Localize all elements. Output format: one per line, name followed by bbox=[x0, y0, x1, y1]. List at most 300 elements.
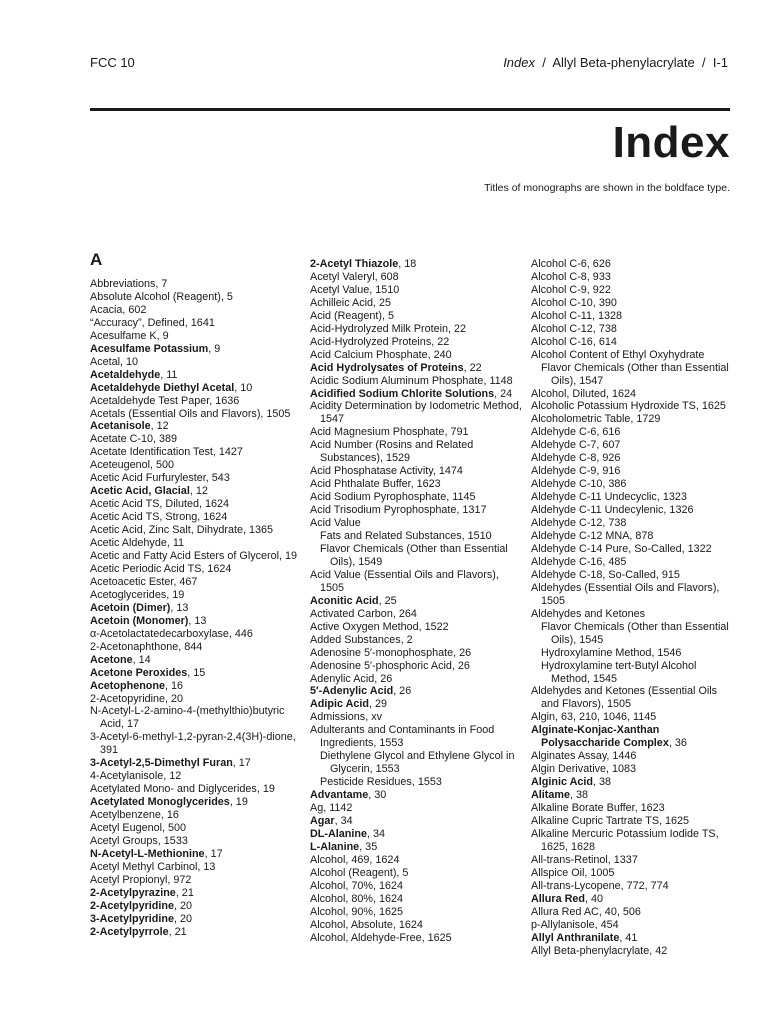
index-entry bbox=[531, 478, 731, 491]
index-entry bbox=[531, 919, 731, 932]
entry-text: Acidity Determination by Iodometric Method, 1547 bbox=[310, 400, 522, 426]
index-entry bbox=[90, 511, 302, 524]
entry-text: Algin Derivative, 1083 bbox=[531, 763, 637, 776]
index-entry bbox=[90, 382, 302, 395]
index-entry bbox=[90, 848, 302, 861]
index-entry bbox=[310, 491, 524, 504]
entry-text: Diethylene Glycol and Ethylene Glycol in Glycerin, 1553 bbox=[320, 750, 515, 776]
index-entry bbox=[310, 685, 524, 698]
running-header-left: FCC 10 bbox=[90, 55, 135, 70]
index-entry bbox=[531, 893, 731, 906]
entry-text: Acetyl Methyl Carbinol, 13 bbox=[90, 860, 216, 873]
index-entry bbox=[90, 654, 302, 667]
index-entry bbox=[310, 284, 524, 297]
entry-text: , 35 bbox=[359, 840, 378, 853]
index-entry bbox=[90, 485, 302, 498]
entry-text: Ingredients, 1553 bbox=[320, 737, 404, 750]
entry-text: Acid (Reagent), 5 bbox=[310, 309, 395, 322]
entry-text: Alcohol, Aldehyde-Free, 1625 bbox=[310, 931, 452, 944]
monograph-title: Allura Red bbox=[531, 892, 585, 905]
entry-text: Acetoacetic Ester, 467 bbox=[90, 575, 198, 588]
entry-text: Alcohol, 80%, 1624 bbox=[310, 892, 404, 905]
entry-text: , 18 bbox=[398, 258, 417, 270]
entry-text: Acetyl Propionyl, 972 bbox=[90, 873, 192, 886]
index-entry bbox=[310, 711, 524, 724]
page-subtitle: Titles of monographs are shown in the boldface type. bbox=[484, 182, 730, 194]
index-entry bbox=[531, 906, 731, 919]
entry-text: , 26 bbox=[393, 685, 412, 698]
entry-text: Aldehyde C-8, 926 bbox=[531, 452, 621, 465]
index-entry bbox=[90, 615, 302, 628]
index-entry bbox=[90, 874, 302, 887]
index-entry bbox=[531, 452, 731, 465]
index-entry bbox=[90, 433, 302, 446]
index-entry bbox=[531, 388, 731, 401]
index-entry bbox=[531, 582, 731, 608]
entry-text: , 34 bbox=[366, 827, 385, 840]
index-entry bbox=[310, 867, 524, 880]
entry-text: Acetal, 10 bbox=[90, 355, 139, 368]
entry-text: N-Acetyl-L-2-amino-4-(methylthio)butyric Acid, 17 bbox=[90, 705, 285, 731]
running-header-right bbox=[503, 55, 728, 70]
entry-text: p-Allylanisole, 454 bbox=[531, 918, 619, 931]
entry-text: , 17 bbox=[204, 847, 223, 860]
entry-text: , 21 bbox=[175, 886, 194, 899]
index-entry bbox=[310, 737, 524, 750]
monograph-title: 2-Acetylpyridine bbox=[90, 899, 175, 912]
header-separator: / bbox=[542, 55, 546, 70]
entry-text: “Accuracy”, Defined, 1641 bbox=[90, 316, 215, 329]
entry-text: 4-Acetylanisole, 12 bbox=[90, 770, 182, 783]
monograph-title: 3-Acetyl-2,5-Dimethyl Furan bbox=[90, 757, 233, 770]
monograph-title: Aconitic Acid bbox=[310, 594, 379, 607]
entry-text: Alcohol Content of Ethyl Oxyhydrate bbox=[531, 348, 705, 361]
index-entry bbox=[90, 705, 302, 731]
entry-text: Acid Calcium Phosphate, 240 bbox=[310, 348, 452, 361]
entry-text: Fats and Related Substances, 1510 bbox=[320, 530, 492, 543]
entry-text: Acacia, 602 bbox=[90, 303, 147, 316]
index-entry bbox=[90, 680, 302, 693]
index-entry bbox=[310, 297, 524, 310]
index-entry bbox=[310, 906, 524, 919]
index-entry bbox=[310, 660, 524, 673]
entry-text: Absolute Alcohol (Reagent), 5 bbox=[90, 290, 233, 303]
entry-text: Alkaline Cupric Tartrate TS, 1625 bbox=[531, 814, 690, 827]
entry-text: Aldehyde C-7, 607 bbox=[531, 439, 621, 452]
index-entry bbox=[90, 835, 302, 848]
monograph-title: 2-Acetyl Thiazole bbox=[310, 258, 399, 270]
index-entry bbox=[310, 336, 524, 349]
entry-text: , 12 bbox=[189, 485, 208, 498]
entry-text: , 34 bbox=[334, 814, 353, 827]
header-section: Index bbox=[503, 55, 535, 70]
index-entry bbox=[531, 776, 731, 789]
index-entry bbox=[531, 517, 731, 530]
index-entry bbox=[90, 330, 302, 343]
index-entry bbox=[90, 731, 302, 757]
index-entry bbox=[90, 395, 302, 408]
monograph-title: Acetaldehyde Diethyl Acetal bbox=[90, 381, 235, 394]
index-entry bbox=[90, 550, 302, 563]
index-entry bbox=[310, 543, 524, 569]
entry-text: Ag, 1142 bbox=[310, 802, 353, 815]
entry-text: Acid-Hydrolyzed Proteins, 22 bbox=[310, 335, 450, 348]
index-entry bbox=[310, 310, 524, 323]
index-entry bbox=[90, 822, 302, 835]
entry-text: , 36 bbox=[668, 737, 687, 750]
entry-text: Acid Phosphatase Activity, 1474 bbox=[310, 465, 463, 478]
index-entry bbox=[531, 362, 731, 388]
entry-text: , 25 bbox=[378, 594, 397, 607]
entry-text: Pesticide Residues, 1553 bbox=[320, 776, 442, 789]
entry-text: Alcohol C-8, 933 bbox=[531, 270, 611, 283]
monograph-title: Acetophenone bbox=[90, 679, 165, 692]
entry-text: Acetylbenzene, 16 bbox=[90, 809, 179, 822]
header-separator-2: / bbox=[701, 55, 706, 70]
entry-text: Aldehyde C-11 Undecylenic, 1326 bbox=[531, 504, 694, 517]
index-entry bbox=[90, 472, 302, 485]
entry-text: Alcohol C-6, 626 bbox=[531, 258, 611, 270]
header-rule bbox=[90, 108, 730, 111]
entry-text: , 14 bbox=[132, 653, 151, 666]
index-entry bbox=[310, 426, 524, 439]
index-entry bbox=[310, 854, 524, 867]
entry-text: Alcohol, 70%, 1624 bbox=[310, 879, 404, 892]
index-entry bbox=[531, 815, 731, 828]
entry-text: Aldehydes and Ketones (Essential Oils and Flavors), 1505 bbox=[531, 685, 718, 711]
index-entry bbox=[90, 498, 302, 511]
entry-text: Acid Value (Essential Oils and Flavors), 1505 bbox=[310, 568, 499, 594]
index-entry bbox=[310, 504, 524, 517]
entry-text: Aceteugenol, 500 bbox=[90, 459, 175, 472]
entry-text: , 16 bbox=[164, 679, 183, 692]
entry-text: , 40 bbox=[585, 892, 604, 905]
entry-text: Acetate C-10, 389 bbox=[90, 433, 178, 446]
index-entry bbox=[90, 537, 302, 550]
entry-text: , 21 bbox=[168, 925, 187, 938]
index-entry bbox=[310, 388, 524, 401]
monograph-title: N-Acetyl-L-Methionine bbox=[90, 847, 205, 860]
index-entry bbox=[90, 667, 302, 680]
index-entry bbox=[90, 524, 302, 537]
entry-text: Aldehyde C-11 Undecyclic, 1323 bbox=[531, 491, 687, 504]
index-entry bbox=[310, 802, 524, 815]
index-entry bbox=[531, 789, 731, 802]
index-entry bbox=[531, 724, 731, 750]
monograph-title: Adipic Acid bbox=[310, 698, 369, 711]
entry-text: Acetic Acid TS, Strong, 1624 bbox=[90, 511, 228, 524]
index-entry bbox=[310, 478, 524, 491]
index-entry bbox=[310, 362, 524, 375]
index-entry bbox=[531, 854, 731, 867]
index-entry bbox=[310, 750, 524, 776]
index-entry bbox=[90, 446, 302, 459]
index-entry bbox=[531, 621, 731, 647]
index-entry bbox=[531, 323, 731, 336]
entry-text: Alcohol C-16, 614 bbox=[531, 335, 617, 348]
entry-text: Adenylic Acid, 26 bbox=[310, 672, 393, 685]
monograph-title: Acetoin (Monomer) bbox=[90, 614, 189, 627]
monograph-title: Alitame bbox=[531, 789, 571, 802]
index-entry bbox=[310, 323, 524, 336]
entry-text: Acid Trisodium Pyrophosphate, 1317 bbox=[310, 504, 487, 517]
entry-text: 3-Acetyl-6-methyl-1,2-pyran-2,4(3H)-dione, 391 bbox=[90, 731, 296, 757]
index-entry bbox=[531, 530, 731, 543]
entry-text: Aldehyde C-16, 485 bbox=[531, 555, 627, 568]
index-entry bbox=[310, 789, 524, 802]
index-entry bbox=[531, 750, 731, 763]
entry-text: Alcohol, Absolute, 1624 bbox=[310, 918, 423, 931]
index-entry bbox=[90, 291, 302, 304]
index-entry bbox=[310, 841, 524, 854]
index-entry bbox=[90, 602, 302, 615]
entry-text: , 38 bbox=[570, 789, 589, 802]
entry-text: Acetic Periodic Acid TS, 1624 bbox=[90, 562, 232, 575]
index-entry bbox=[90, 757, 302, 770]
entry-text: Adulterants and Contaminants in Food bbox=[310, 724, 495, 737]
entry-text: , 19 bbox=[229, 796, 248, 809]
index-entry bbox=[531, 543, 731, 556]
entry-text: Added Substances, 2 bbox=[310, 633, 413, 646]
entry-text: Acetyl Valeryl, 608 bbox=[310, 270, 399, 283]
index-entry bbox=[90, 900, 302, 913]
index-entry bbox=[310, 919, 524, 932]
index-entry bbox=[531, 932, 731, 945]
entry-text: Allyl Beta-phenylacrylate, 42 bbox=[531, 944, 668, 957]
index-entry bbox=[90, 861, 302, 874]
entry-text: Adenosine 5′-phosphoric Acid, 26 bbox=[310, 659, 470, 672]
index-entry bbox=[531, 310, 731, 323]
index-entry bbox=[310, 530, 524, 543]
entry-text: , 17 bbox=[232, 757, 251, 770]
monograph-title: 5′-Adenylic Acid bbox=[310, 685, 394, 698]
entry-text: , 15 bbox=[187, 666, 206, 679]
entry-text: Acesulfame K, 9 bbox=[90, 329, 169, 342]
entry-text: Alcohol (Reagent), 5 bbox=[310, 866, 409, 879]
index-entry bbox=[310, 517, 524, 530]
monograph-title: Acetic Acid, Glacial bbox=[90, 485, 190, 498]
monograph-title: Alginic Acid bbox=[531, 776, 593, 789]
entry-text: Aldehyde C-12 MNA, 878 bbox=[531, 530, 654, 543]
entry-text: , 10 bbox=[234, 381, 253, 394]
entry-text: Acetyl Value, 1510 bbox=[310, 283, 400, 296]
header-range: Allyl Beta-phenylacrylate bbox=[552, 55, 695, 70]
entry-text: Acid Number (Rosins and Related Substances), 1529 bbox=[310, 439, 474, 465]
entry-text: Acid Magnesium Phosphate, 791 bbox=[310, 426, 469, 439]
entry-text: α-Acetolactatedecarboxylase, 446 bbox=[90, 627, 253, 640]
entry-text: Flavor Chemicals (Other than Essential Oils), 1549 bbox=[320, 542, 508, 568]
entry-text: Acetate Identification Test, 1427 bbox=[90, 446, 243, 459]
index-entry bbox=[531, 660, 731, 686]
entry-text: Alginates Assay, 1446 bbox=[531, 750, 637, 763]
entry-text: Activated Carbon, 264 bbox=[310, 607, 417, 620]
index-entry bbox=[531, 413, 731, 426]
index-entry bbox=[310, 621, 524, 634]
index-entry bbox=[90, 641, 302, 654]
index-entry bbox=[531, 491, 731, 504]
entry-text: Alcohol C-12, 738 bbox=[531, 322, 617, 335]
index-entry bbox=[531, 867, 731, 880]
index-entry bbox=[90, 589, 302, 602]
index-entry bbox=[531, 608, 731, 621]
entry-text: Acetyl Eugenol, 500 bbox=[90, 822, 187, 835]
index-entry bbox=[90, 343, 302, 356]
index-entry bbox=[90, 356, 302, 369]
monograph-title: Alginate-Konjac-Xanthan Polysaccharide Complex bbox=[531, 724, 669, 750]
entry-text: Acid Sodium Pyrophosphate, 1145 bbox=[310, 491, 476, 504]
entry-text: Aldehyde C-14 Pure, So-Called, 1322 bbox=[531, 542, 712, 555]
entry-text: Allspice Oil, 1005 bbox=[531, 866, 615, 879]
index-entry bbox=[310, 400, 524, 426]
entry-text: Aldehyde C-12, 738 bbox=[531, 517, 627, 530]
monograph-title: L-Alanine bbox=[310, 840, 360, 853]
entry-text: Adenosine 5′-monophosphate, 26 bbox=[310, 646, 472, 659]
index-entry bbox=[90, 563, 302, 576]
entry-text: Acetic Aldehyde, 11 bbox=[90, 537, 185, 550]
index-entry bbox=[531, 945, 731, 958]
index-entry bbox=[90, 459, 302, 472]
entry-text: Aldehyde C-9, 916 bbox=[531, 465, 621, 478]
index-entry bbox=[531, 556, 731, 569]
index-entry bbox=[531, 271, 731, 284]
index-entry bbox=[531, 685, 731, 711]
entry-text: , 11 bbox=[160, 368, 178, 381]
index-entry bbox=[90, 926, 302, 939]
entry-text: Alcohol C-10, 390 bbox=[531, 296, 617, 309]
entry-text: Flavor Chemicals (Other than Essential Oils), 1545 bbox=[541, 620, 729, 646]
index-entry bbox=[90, 913, 302, 926]
index-entry bbox=[531, 349, 731, 362]
entry-text: Alkaline Mercuric Potassium Iodide TS, 1625, 1628 bbox=[531, 827, 719, 853]
entry-text: Acidic Sodium Aluminum Phosphate, 1148 bbox=[310, 374, 513, 387]
monograph-title: 3-Acetylpyridine bbox=[90, 912, 175, 925]
entry-text: Hydroxylamine tert-Butyl Alcohol Method, 1545 bbox=[541, 659, 697, 685]
monograph-title: Agar bbox=[310, 814, 335, 827]
entry-text: Acetylated Mono- and Diglycerides, 19 bbox=[90, 783, 275, 796]
entry-text: , 13 bbox=[188, 614, 207, 627]
index-entry bbox=[90, 783, 302, 796]
monograph-title: 2-Acetylpyrazine bbox=[90, 886, 176, 899]
entry-text: , 38 bbox=[593, 776, 612, 789]
index-column-3 bbox=[531, 258, 731, 957]
index-entry bbox=[531, 336, 731, 349]
monograph-title: Acetoin (Dimer) bbox=[90, 601, 171, 614]
monograph-title: Acid Hydrolysates of Proteins bbox=[310, 361, 464, 374]
entry-text: , 22 bbox=[463, 361, 482, 374]
index-entry bbox=[310, 375, 524, 388]
index-entry bbox=[90, 628, 302, 641]
entry-text: Algin, 63, 210, 1046, 1145 bbox=[531, 711, 657, 724]
index-entry bbox=[531, 647, 731, 660]
index-entry bbox=[90, 693, 302, 706]
entry-text: Aldehydes (Essential Oils and Flavors), 1505 bbox=[531, 581, 720, 607]
index-entry bbox=[90, 796, 302, 809]
entry-text: Flavor Chemicals (Other than Essential Oils), 1547 bbox=[541, 361, 729, 387]
entry-text: , 9 bbox=[208, 342, 221, 355]
monograph-title: Acetone Peroxides bbox=[90, 666, 188, 679]
entry-text: , 29 bbox=[369, 698, 388, 711]
index-entry bbox=[310, 673, 524, 686]
index-entry bbox=[90, 809, 302, 822]
index-entry bbox=[531, 284, 731, 297]
entry-text: , 20 bbox=[174, 912, 193, 925]
entry-text: Acetyl Groups, 1533 bbox=[90, 834, 188, 847]
entry-text: , 12 bbox=[150, 420, 169, 433]
entry-text: Aldehyde C-10, 386 bbox=[531, 478, 627, 491]
entry-text: Alkaline Borate Buffer, 1623 bbox=[531, 802, 665, 815]
index-entry bbox=[310, 698, 524, 711]
index-entry bbox=[310, 608, 524, 621]
monograph-title: Advantame bbox=[310, 789, 369, 802]
index-entry bbox=[310, 258, 524, 271]
entry-text: Abbreviations, 7 bbox=[90, 278, 168, 290]
index-entry bbox=[310, 932, 524, 945]
entry-text: Alcohol C-11, 1328 bbox=[531, 309, 623, 322]
entry-text: Acid-Hydrolyzed Milk Protein, 22 bbox=[310, 322, 467, 335]
entry-text: , 13 bbox=[170, 601, 189, 614]
index-entry bbox=[531, 711, 731, 724]
index-entry bbox=[310, 634, 524, 647]
entry-text: Allura Red AC, 40, 506 bbox=[531, 905, 641, 918]
page-title: Index bbox=[612, 118, 730, 167]
entry-text: Admissions, xv bbox=[310, 711, 382, 724]
entry-text: , 41 bbox=[619, 931, 638, 944]
section-letter: A bbox=[90, 250, 103, 269]
entry-text: , 30 bbox=[368, 789, 387, 802]
index-entry bbox=[531, 802, 731, 815]
entry-text: 2-Acetopyridine, 20 bbox=[90, 692, 184, 705]
entry-text: Acetic Acid TS, Diluted, 1624 bbox=[90, 498, 230, 511]
entry-text: Aldehyde C-6, 616 bbox=[531, 426, 621, 439]
index-entry bbox=[90, 770, 302, 783]
index-entry bbox=[531, 426, 731, 439]
index-entry bbox=[531, 828, 731, 854]
entry-text: Alcohol, 90%, 1625 bbox=[310, 905, 404, 918]
entry-text: Aldehydes and Ketones bbox=[531, 607, 646, 620]
index-entry bbox=[531, 400, 731, 413]
monograph-title: Acetone bbox=[90, 653, 133, 666]
entry-text: Acetoglycerides, 19 bbox=[90, 588, 185, 601]
entry-text: Acetic Acid, Zinc Salt, Dihydrate, 1365 bbox=[90, 524, 274, 537]
entry-text: , 24 bbox=[494, 387, 513, 400]
entry-text: Acid Value bbox=[310, 517, 361, 530]
index-entry bbox=[90, 887, 302, 900]
monograph-title: 2-Acetylpyrrole bbox=[90, 925, 169, 938]
index-entry bbox=[90, 576, 302, 589]
index-entry bbox=[310, 595, 524, 608]
index-entry bbox=[531, 504, 731, 517]
entry-text: All-trans-Lycopene, 772, 774 bbox=[531, 879, 669, 892]
entry-text: Acetals (Essential Oils and Flavors), 1505 bbox=[90, 407, 291, 420]
index-entry bbox=[310, 880, 524, 893]
index-entry bbox=[310, 893, 524, 906]
index-entry bbox=[531, 297, 731, 310]
entry-text: Hydroxylamine Method, 1546 bbox=[541, 646, 682, 659]
index-entry bbox=[531, 569, 731, 582]
entry-text: , 20 bbox=[174, 899, 193, 912]
entry-text: Alcoholometric Table, 1729 bbox=[531, 413, 661, 426]
index-entry bbox=[310, 776, 524, 789]
index-entry bbox=[531, 439, 731, 452]
entry-text: Alcohol C-9, 922 bbox=[531, 283, 611, 296]
entry-text: Acetaldehyde Test Paper, 1636 bbox=[90, 394, 240, 407]
index-entry bbox=[310, 724, 524, 737]
index-entry bbox=[310, 439, 524, 465]
entry-text: Alcoholic Potassium Hydroxide TS, 1625 bbox=[531, 400, 726, 413]
monograph-title: Allyl Anthranilate bbox=[531, 931, 620, 944]
index-entry bbox=[531, 763, 731, 776]
monograph-title: DL-Alanine bbox=[310, 827, 367, 840]
